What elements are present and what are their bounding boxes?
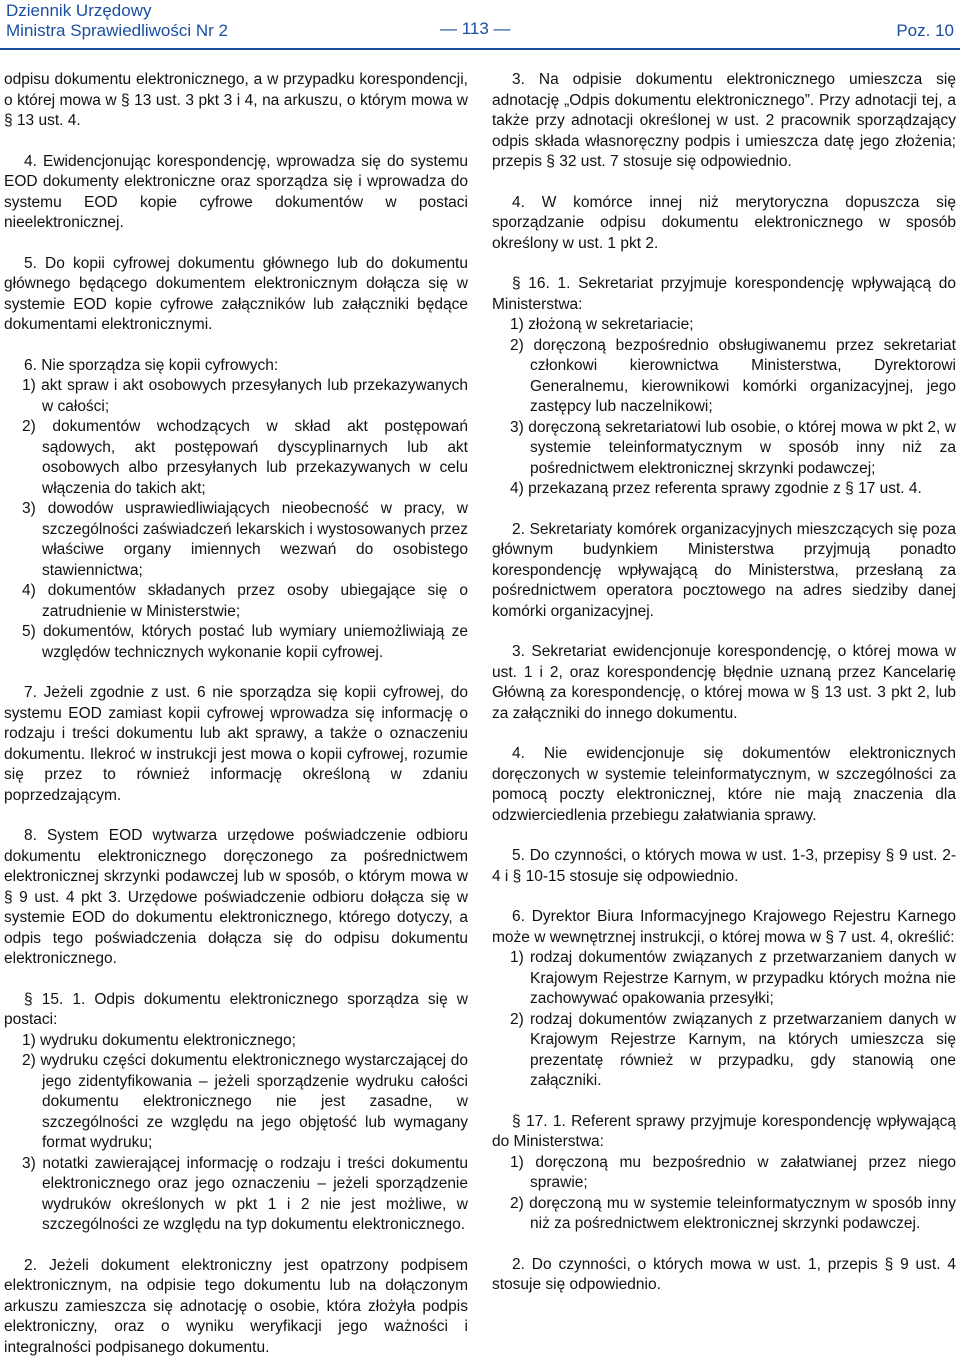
right-column <box>492 70 956 1296</box>
left-column <box>4 70 468 1358</box>
list-item: 1) wydruku dokumentu elektronicznego; <box>4 1031 468 1052</box>
list-item: 4) przekazaną przez referenta sprawy zgodnie z § 17 ust. 4. <box>492 479 956 500</box>
section-paragraph: § 15. 1. Odpis dokumentu elektronicznego sporządza się w postaci: <box>4 990 468 1031</box>
paragraph: 2. Sekretariaty komórek organizacyjnych mieszczących się poza głównym budynkiem Ministerstwa przyjmują ponadto korespondencję wpływającą do Ministerstwa, przesłaną za pośrednictwem operatora pocztowego na adres siedziby danej komórki organizacyjnej. <box>492 520 956 623</box>
paragraph: 4. Ewidencjonując korespondencję, wprowadza się do systemu EOD dokumenty elektroniczne oraz sporządza się i wprowadza do systemu EOD kopie cyfrowe dokumentów w postaci nieelektronicznej. <box>4 152 468 234</box>
list-item: 3) dowodów usprawiedliwiających nieobecność w pracy, w szczególności zaświadczeń lekarskich i wystosowanych przez właściwe organy imiennych wezwań do osobistego stawiennictwa; <box>4 499 468 581</box>
paragraph: 6. Dyrektor Biura Informacyjnego Krajowego Rejestru Karnego może w wewnętrznej instrukcji, o której mowa w § 7 ust. 4, określić: <box>492 907 956 948</box>
list-item: 1) złożoną w sekretariacie; <box>492 315 956 336</box>
list-item: 2) dokumentów wchodzących w skład akt postępowań sądowych, akt postępowań dyscyplinarnych lub akt osobowych albo przesyłanych lub przekazywanych w celu włączenia do takich akt; <box>4 417 468 499</box>
paragraph: 7. Jeżeli zgodnie z ust. 6 nie sporządza się kopii cyfrowej, do systemu EOD zamiast kopii cyfrowej wprowadza się informację o rodzaju i treści dokumentu lub akt sprawy, a także o oznaczeniu dokumentu. Ilekroć w instrukcji jest mowa o kopii cyfrowej, rozumie się przez to również informację określoną w zdaniu poprzedzającym. <box>4 683 468 806</box>
paragraph: 4. Nie ewidencjonuje się dokumentów elektronicznych doręczonych w systemie teleinformatycznym, w szczególności za pomocą poczty elektronicznej, które nie mają znaczenia dla odzwierciedlenia przebiegu załatwiania sprawy. <box>492 744 956 826</box>
paragraph: 2. Jeżeli dokument elektroniczny jest opatrzony podpisem elektronicznym, na odpisie tego dokumentu lub na dołączonym arkuszu zamieszcza się adnotację o osobie, która złożyła podpis elektroniczny, oraz o wyniku weryfikacji jego ważności i integralności podpisanego dokumentu. <box>4 1256 468 1358</box>
paragraph: odpisu dokumentu elektronicznego, a w przypadku korespondencji, o której mowa w § 13 ust. 3 pkt 3 i 4, na arkuszu, o którym mowa w § 13 ust. 4. <box>4 70 468 132</box>
list-item: 3) notatki zawierającej informację o rodzaju i treści dokumentu elektronicznego oraz jego oznaczeniu – jeżeli sporządzenie wydruków określonych w pkt 1 i 2 nie jest możliwe, w szczególności ze względu na typ dokumentu elektronicznego. <box>4 1154 468 1236</box>
paragraph: 5. Do kopii cyfrowej dokumentu głównego lub do dokumentu głównego będącego dokumentem elektronicznym dołącza się w systemie EOD kopie cyfrowe załączników lub załączniki będące dokumentami elektronicznymi. <box>4 254 468 336</box>
section-paragraph: § 17. 1. Referent sprawy przyjmuje korespondencję wpływającą do Ministerstwa: <box>492 1112 956 1153</box>
paragraph: 5. Do czynności, o których mowa w ust. 1-3, przepisy § 9 ust. 2-4 i § 10-15 stosuje się odpowiednio. <box>492 846 956 887</box>
paragraph: 4. W komórce innej niż merytoryczna dopuszcza się sporządzanie odpisu dokumentu elektronicznego w sposób określony w ust. 1 pkt 2. <box>492 193 956 255</box>
list-item: 4) dokumentów składanych przez osoby ubiegające się o zatrudnienie w Ministerstwie; <box>4 581 468 622</box>
paragraph: 6. Nie sporządza się kopii cyfrowych: <box>4 356 468 377</box>
paragraph: 3. Na odpisie dokumentu elektronicznego umieszcza się adnotację „Odpis dokumentu elektronicznego”. Przy adnotacji tej, a także przy adnotacji określonej w ust. 2 pracownik sporządzający odpis składa własnoręczny podpis i umieszcza datę jego złożenia; przepis § 32 ust. 7 stosuje się odpowiednio. <box>492 70 956 173</box>
ministry-name: Ministra Sprawiedliwości Nr 2 <box>6 21 228 41</box>
journal-title: Dziennik Urzędowy <box>6 1 228 21</box>
paragraph: 2. Do czynności, o których mowa w ust. 1, przepis § 9 ust. 4 stosuje się odpowiednio. <box>492 1255 956 1296</box>
list-item: 2) doręczoną bezpośrednio obsługiwanemu przez sekretariat członkowi kierownictwa Ministerstwa, Dyrektorowi Generalnemu, kierownikowi komórki organizacyjnej, jego zastępcy lub naczelnikowi; <box>492 336 956 418</box>
list-item: 2) rodzaj dokumentów związanych z przetwarzaniem danych w Krajowym Rejestrze Karnym, na których umieszcza się prezentatę również w przypadku, gdy stanowią one załączniki. <box>492 1010 956 1092</box>
position-number: Poz. 10 <box>896 21 954 41</box>
list-item: 2) wydruku części dokumentu elektronicznego wystarczającej do jego zidentyfikowania – jeżeli sporządzenie wydruku całości dokumentu elektronicznego nie jest zasadne, w szczególności ze względu na jego objętość lub wymagany format wydruku; <box>4 1051 468 1154</box>
section-paragraph: § 16. 1. Sekretariat przyjmuje korespondencję wpływającą do Ministerstwa: <box>492 274 956 315</box>
list-item: 5) dokumentów, których postać lub wymiary uniemożliwiają ze względów technicznych wykonanie kopii cyfrowej. <box>4 622 468 663</box>
list-item: 1) akt spraw i akt osobowych przesyłanych lub przekazywanych w całości; <box>4 376 468 417</box>
page-header <box>0 0 960 46</box>
list-item: 2) doręczoną mu w systemie teleinformatycznym w sposób inny niż za pośrednictwem elektronicznej skrzynki podawczej. <box>492 1194 956 1235</box>
paragraph: 8. System EOD wytwarza urzędowe poświadczenie odbioru dokumentu elektronicznego doręczonego za pośrednictwem elektronicznej skrzynki podawczej lub w sposób, o którym mowa w § 9 ust. 4 pkt 3. Urzędowe poświadczenie odbioru dołącza się w systemie EOD do dokumentu elektronicznego, którego dotyczy, a odpis tego poświadczenia dołącza się do odpisu dokumentu elektronicznego. <box>4 826 468 970</box>
header-rule <box>0 48 960 50</box>
list-item: 3) doręczoną sekretariatowi lub osobie, o której mowa w pkt 2, w systemie teleinformatycznym w sposób inny niż za pośrednictwem elektronicznej skrzynki podawczej; <box>492 418 956 480</box>
list-item: 1) doręczoną mu bezpośrednio w załatwianej przez niego sprawie; <box>492 1153 956 1194</box>
header-journal-block <box>6 1 228 41</box>
page-number: — 113 — <box>440 19 511 39</box>
paragraph: 3. Sekretariat ewidencjonuje korespondencję, o której mowa w ust. 1 i 2, oraz korespondencję błędnie uznaną przez Kancelarię Główną za korespondencję, o której mowa w § 13 ust. 3 pkt 2, lub za załączniki do innego dokumentu. <box>492 642 956 724</box>
list-item: 1) rodzaj dokumentów związanych z przetwarzaniem danych w Krajowym Rejestrze Karnym, w przypadku których można nie zachowywać opakowania przesyłki; <box>492 948 956 1010</box>
